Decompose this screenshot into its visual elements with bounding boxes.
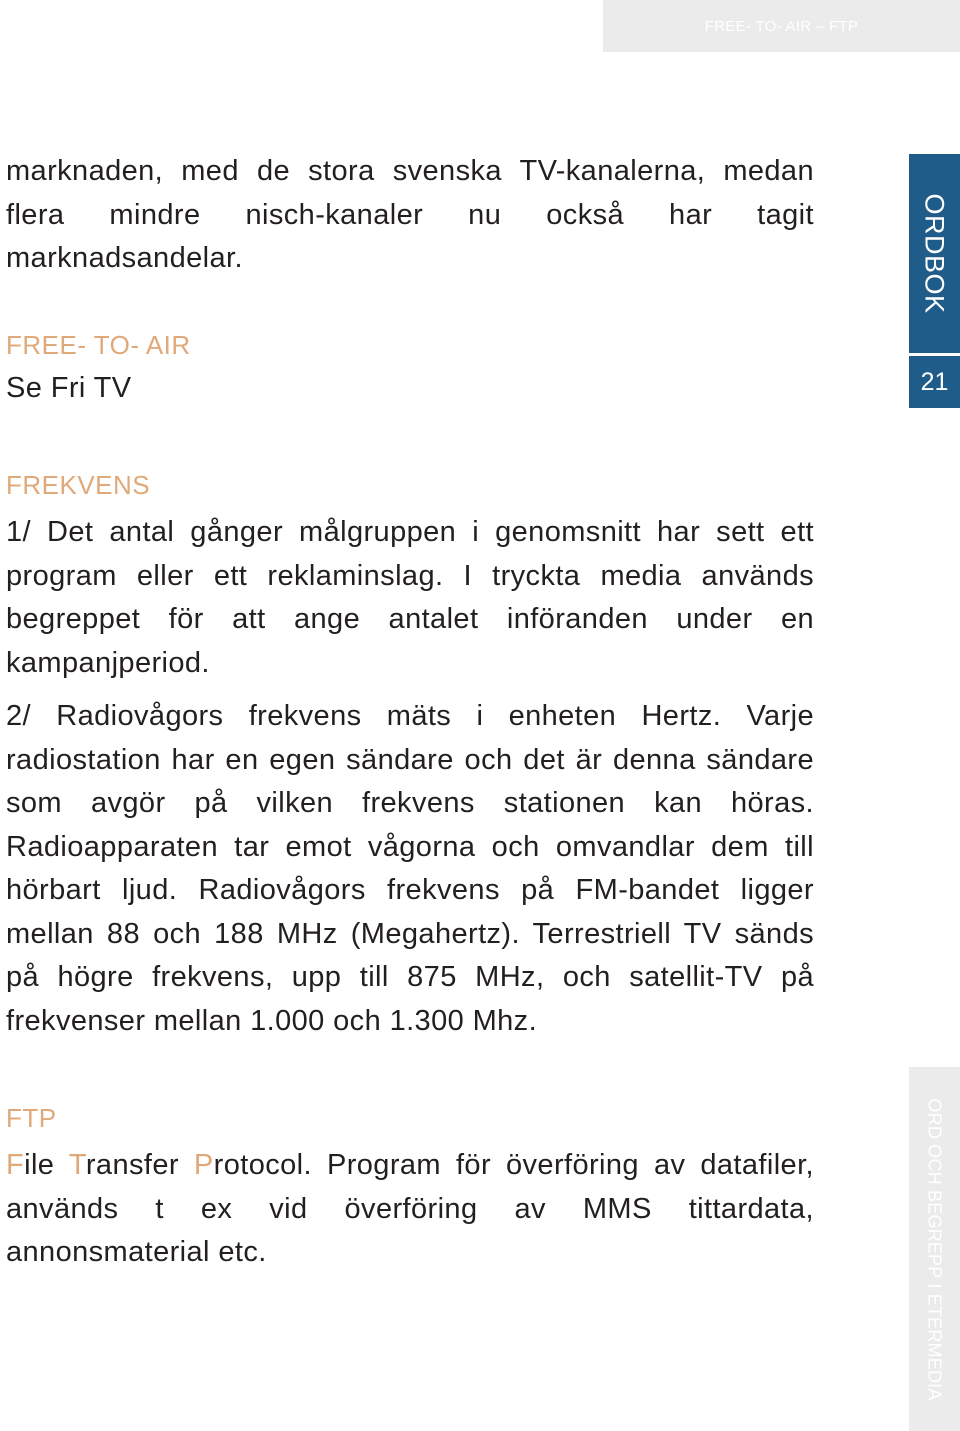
entry-free-to-air (6, 327, 814, 411)
page-number: 21 (909, 356, 960, 408)
article-body (6, 150, 814, 1275)
entry-term: FREE- TO- AIR (6, 329, 191, 360)
acronym-rest: rotocol. (213, 1149, 312, 1181)
book-title-label: ORD OCH BEGREPP I ETERMEDIA (925, 1097, 945, 1401)
entry-term: FTP (6, 1103, 57, 1133)
acronym-initial: F (6, 1149, 25, 1181)
entry-term: FREKVENS (6, 470, 151, 500)
acronym-initial: T (68, 1149, 86, 1181)
running-header (603, 0, 960, 52)
entry-ftp (6, 1100, 814, 1275)
acronym-rest: ransfer (85, 1149, 194, 1181)
running-header-title: FREE- TO- AIR – FTP (704, 17, 859, 35)
book-title-tab (909, 1067, 960, 1431)
section-tab-label: ORDBOK (920, 193, 950, 314)
definition-text: Program för överföring av datafiler, används t ex vid överföring av MMS tittardata, annonsmaterial etc. (6, 1149, 815, 1268)
intro-paragraph: marknaden, med de stora svenska TV-kanalerna, medan flera mindre nisch-kanaler nu också har tagit marknadsandelar. (6, 155, 814, 274)
entry-frekvens (6, 467, 814, 1043)
entry-definition: Se Fri TV (6, 371, 132, 404)
acronym-initial: P (193, 1149, 214, 1181)
entry-definition-2: 2/ Radiovågors frekvens mäts i enheten Hertz. Varje radiostation har en egen sändare och det är denna sändare som avgör på vilken frekvens stationen kan höras. Radioapparaten tar emot vågorna och omvandlar dem till hörbart ljud. Radiovågors frekvens på FM-bandet ligger mellan 88 och 188 MHz (Megahertz). Terrestriell TV sänds på högre frekvens, upp till 875 MHz, och satellit-TV på frekvenser mellan 1.000 och 1.300 Mhz. (6, 700, 814, 1037)
entry-definition (6, 1144, 814, 1275)
acronym-rest: ile (24, 1149, 69, 1181)
section-tab (909, 154, 960, 353)
entry-definition-1: 1/ Det antal gånger målgruppen i genomsnitt har sett ett program eller ett reklaminslag. I tryckta media används begreppet för att ange antalet införanden under en kampanjperiod. (6, 516, 814, 679)
